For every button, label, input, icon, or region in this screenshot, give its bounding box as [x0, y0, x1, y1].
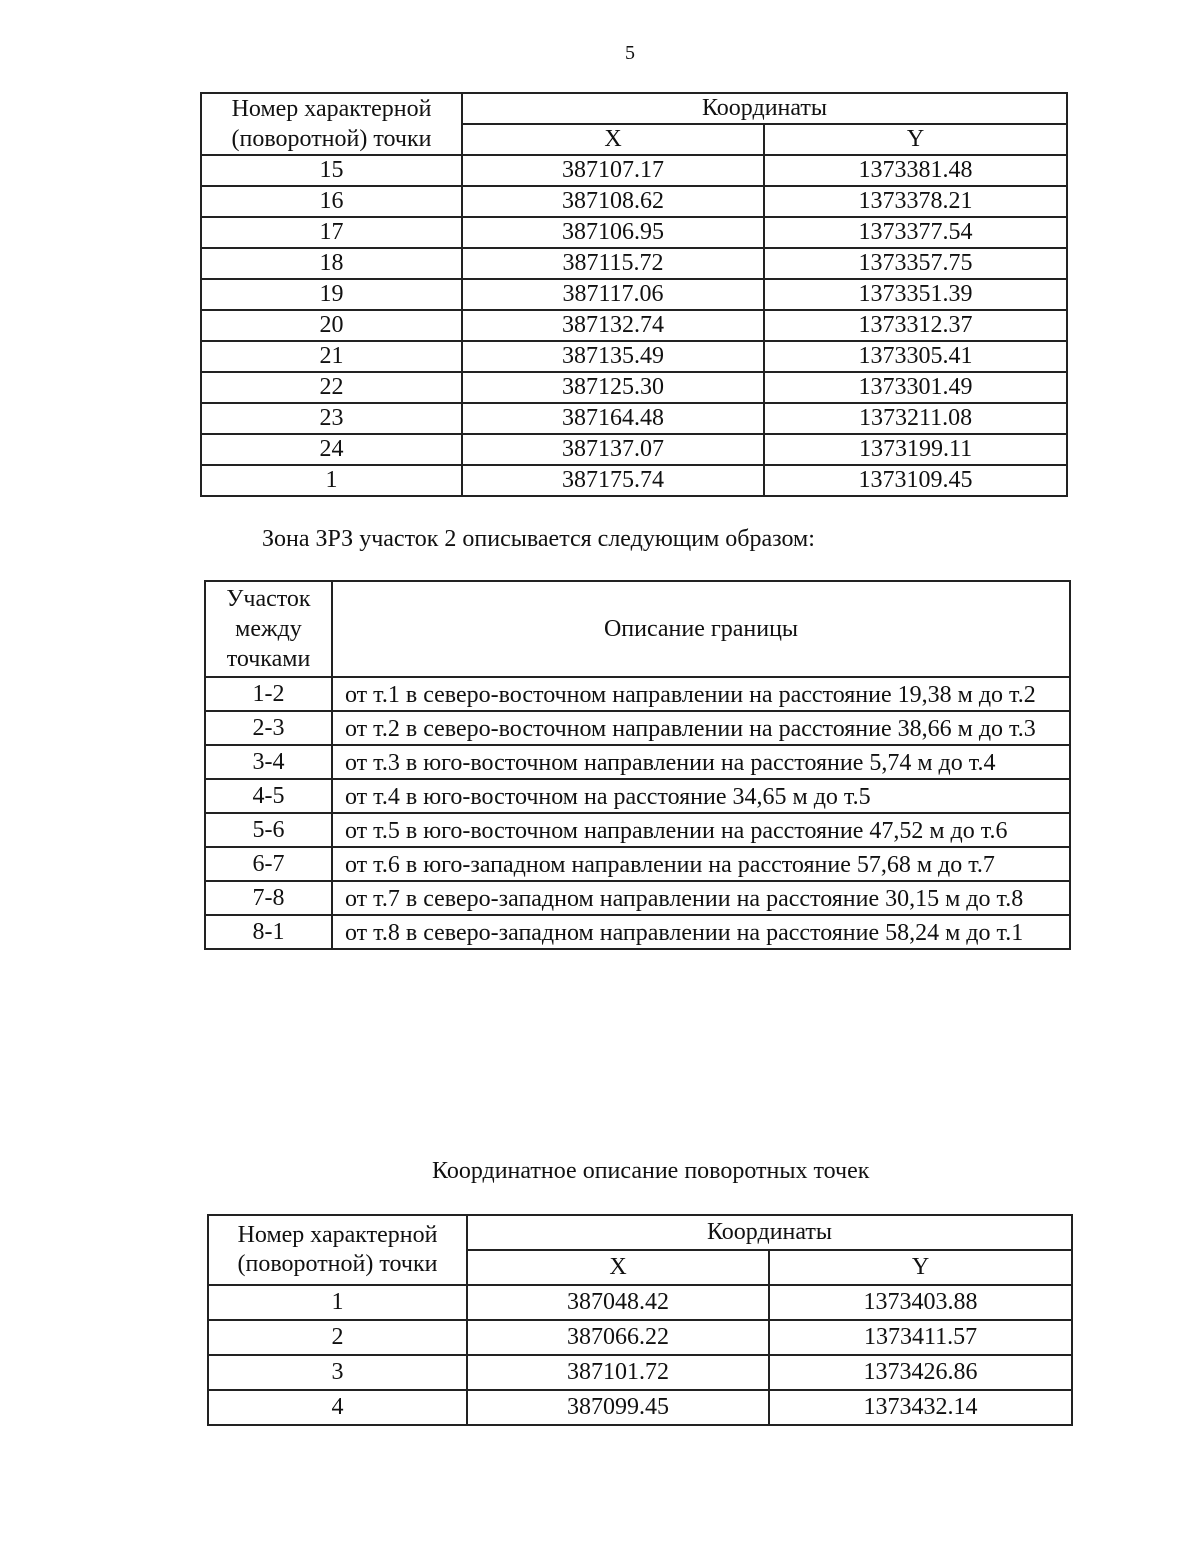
boundary-description: от т.2 в северо-восточном направлении на расстояние 38,66 м до т.3	[332, 711, 1070, 745]
point-number: 1	[208, 1285, 467, 1320]
table-row	[205, 711, 1070, 745]
table-row	[201, 403, 1067, 434]
table-row	[205, 915, 1070, 949]
point-number: 20	[201, 310, 462, 341]
coord-x: 387106.95	[462, 217, 764, 248]
segment: 5-6	[205, 813, 332, 847]
coord-y: 1373377.54	[764, 217, 1067, 248]
table-row	[205, 847, 1070, 881]
page-number: 5	[625, 42, 635, 64]
table-row	[201, 248, 1067, 279]
coord-y: 1373199.11	[764, 434, 1067, 465]
boundary-description: от т.4 в юго-восточном на расстояние 34,65 м до т.5	[332, 779, 1070, 813]
header-y: Y	[769, 1250, 1072, 1285]
header-x: X	[462, 124, 764, 155]
coord-y: 1373357.75	[764, 248, 1067, 279]
segment: 6-7	[205, 847, 332, 881]
coord-y: 1373305.41	[764, 341, 1067, 372]
segment: 7-8	[205, 881, 332, 915]
segment: 3-4	[205, 745, 332, 779]
boundary-description: от т.5 в юго-восточном направлении на расстояние 47,52 м до т.6	[332, 813, 1070, 847]
point-number: 18	[201, 248, 462, 279]
coord-y: 1373301.49	[764, 372, 1067, 403]
table-row	[208, 1320, 1072, 1355]
segment: 1-2	[205, 677, 332, 711]
table-row	[208, 1355, 1072, 1390]
coord-y: 1373351.39	[764, 279, 1067, 310]
coord-x: 387107.17	[462, 155, 764, 186]
point-number: 1	[201, 465, 462, 496]
coord-x: 387101.72	[467, 1355, 769, 1390]
coord-y: 1373432.14	[769, 1390, 1072, 1425]
zone-caption: Зона ЗРЗ участок 2 описывается следующим образом:	[262, 526, 815, 552]
segment: 8-1	[205, 915, 332, 949]
table-row	[201, 310, 1067, 341]
header-y: Y	[764, 124, 1067, 155]
point-number: 24	[201, 434, 462, 465]
point-number: 2	[208, 1320, 467, 1355]
coord-x: 387132.74	[462, 310, 764, 341]
table-row	[201, 217, 1067, 248]
table-row	[201, 155, 1067, 186]
table-row	[205, 745, 1070, 779]
header-segment: Участок между точками	[205, 581, 332, 677]
coord-y: 1373426.86	[769, 1355, 1072, 1390]
coord-y: 1373411.57	[769, 1320, 1072, 1355]
table-row	[208, 1390, 1072, 1425]
boundary-description: от т.8 в северо-западном направлении на расстояние 58,24 м до т.1	[332, 915, 1070, 949]
table-row	[201, 186, 1067, 217]
segment: 2-3	[205, 711, 332, 745]
coord-x: 387164.48	[462, 403, 764, 434]
coord-x: 387175.74	[462, 465, 764, 496]
table-row	[201, 341, 1067, 372]
coord-y: 1373312.37	[764, 310, 1067, 341]
coord-x: 387048.42	[467, 1285, 769, 1320]
table-row	[205, 677, 1070, 711]
point-number: 4	[208, 1390, 467, 1425]
boundary-description: от т.1 в северо-восточном направлении на расстояние 19,38 м до т.2	[332, 677, 1070, 711]
coordinates-table-zone-2	[207, 1214, 1073, 1426]
table-row	[205, 881, 1070, 915]
table-row	[205, 779, 1070, 813]
header-coordinates: Координаты	[467, 1215, 1072, 1250]
header-x: X	[467, 1250, 769, 1285]
coordinates-caption: Координатное описание поворотных точек	[432, 1158, 870, 1184]
header-description: Описание границы	[332, 581, 1070, 677]
table-row	[201, 465, 1067, 496]
header-coordinates: Координаты	[462, 93, 1067, 124]
coord-y: 1373403.88	[769, 1285, 1072, 1320]
header-point-number: Номер характерной (поворотной) точки	[208, 1215, 467, 1285]
point-number: 21	[201, 341, 462, 372]
coord-y: 1373378.21	[764, 186, 1067, 217]
header-point-number: Номер характерной (поворотной) точки	[201, 93, 462, 155]
coord-y: 1373381.48	[764, 155, 1067, 186]
table-row	[201, 372, 1067, 403]
boundary-description-table	[204, 580, 1071, 950]
coord-x: 387115.72	[462, 248, 764, 279]
boundary-description: от т.3 в юго-восточном направлении на расстояние 5,74 м до т.4	[332, 745, 1070, 779]
point-number: 23	[201, 403, 462, 434]
coord-x: 387137.07	[462, 434, 764, 465]
point-number: 22	[201, 372, 462, 403]
point-number: 19	[201, 279, 462, 310]
coord-x: 387108.62	[462, 186, 764, 217]
coord-x: 387099.45	[467, 1390, 769, 1425]
coord-y: 1373211.08	[764, 403, 1067, 434]
point-number: 16	[201, 186, 462, 217]
boundary-description: от т.6 в юго-западном направлении на расстояние 57,68 м до т.7	[332, 847, 1070, 881]
table-row	[205, 813, 1070, 847]
segment: 4-5	[205, 779, 332, 813]
table-row	[201, 279, 1067, 310]
coord-y: 1373109.45	[764, 465, 1067, 496]
point-number: 17	[201, 217, 462, 248]
coordinates-table-zone-1	[200, 92, 1068, 497]
boundary-description: от т.7 в северо-западном направлении на расстояние 30,15 м до т.8	[332, 881, 1070, 915]
coord-x: 387066.22	[467, 1320, 769, 1355]
table-row	[201, 434, 1067, 465]
table-row	[208, 1285, 1072, 1320]
coord-x: 387135.49	[462, 341, 764, 372]
coord-x: 387125.30	[462, 372, 764, 403]
point-number: 15	[201, 155, 462, 186]
point-number: 3	[208, 1355, 467, 1390]
coord-x: 387117.06	[462, 279, 764, 310]
